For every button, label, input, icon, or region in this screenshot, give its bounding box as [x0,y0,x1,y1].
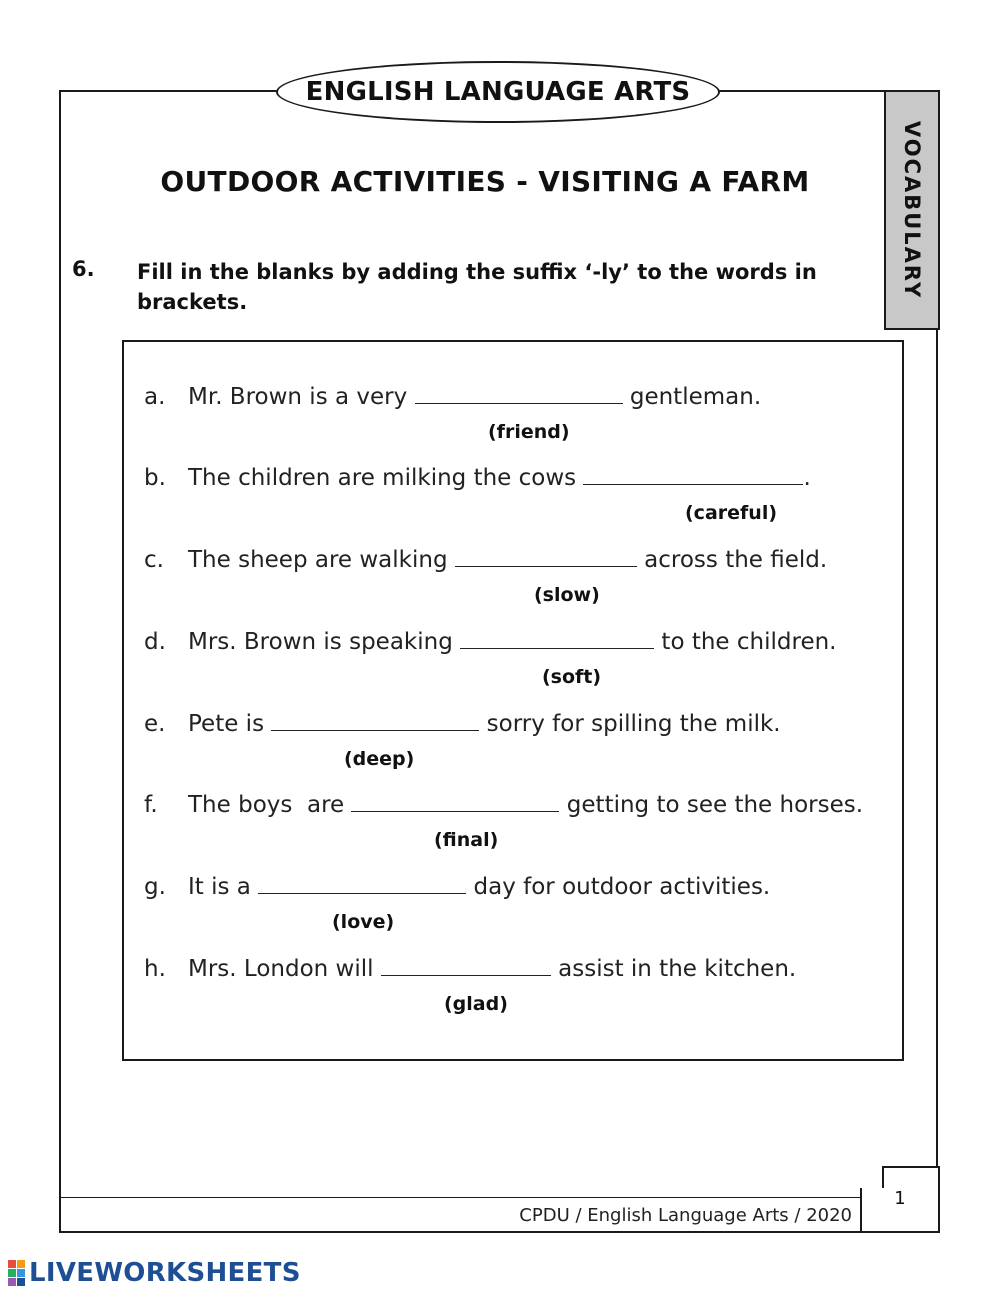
answer-blank-a[interactable] [415,402,623,404]
item-text-before: The sheep are walking [188,547,455,573]
item-letter: e. [144,711,166,737]
answer-blank-d[interactable] [460,647,654,649]
question-number: 6. [72,257,95,281]
item-text-before: Mr. Brown is a very [188,384,415,410]
item-sentence [188,711,781,737]
exercise-item-a [124,354,904,443]
item-hint: (careful) [685,502,778,524]
item-text-before: The boys are [188,792,352,818]
item-text-before: Mrs. Brown is speaking [188,629,461,655]
item-hint: (love) [332,911,395,933]
answer-blank-f[interactable] [351,810,559,812]
item-hint: (glad) [444,993,508,1015]
item-sentence [188,792,863,818]
item-letter: g. [144,874,166,900]
logo-text: LIVEWORKSHEETS [29,1258,301,1288]
exercise-item-b [124,435,904,524]
item-sentence [188,384,761,410]
answer-blank-b[interactable] [583,483,803,485]
item-text-before: The children are milking the cows [188,465,584,491]
item-letter: b. [144,465,166,491]
page-number: 1 [894,1188,906,1209]
logo-mark-icon [8,1260,25,1286]
exercise-item-g [124,844,904,933]
exercise-item-h [124,926,904,1015]
item-hint: (slow) [534,584,600,606]
item-sentence [188,547,827,573]
item-letter: c. [144,547,164,573]
item-sentence [188,629,837,655]
question-instruction: Fill in the blanks by adding the suffix ‘-ly’ to the words in brackets. [137,260,817,314]
item-hint: (friend) [488,421,570,443]
item-text-after: gentleman. [622,384,762,410]
item-letter: d. [144,629,166,655]
item-text-after: getting to see the horses. [559,792,864,818]
item-text-after: assist in the kitchen. [550,956,797,982]
liveworksheets-logo[interactable] [8,1258,301,1288]
item-text-after: across the field. [636,547,828,573]
page-title: OUTDOOR ACTIVITIES - VISITING A FARM [160,165,810,198]
exercise-box [122,340,904,1061]
item-letter: h. [144,956,166,982]
item-sentence [188,956,796,982]
exercise-item-e [124,681,904,770]
subject-label: ENGLISH LANGUAGE ARTS [305,77,691,107]
item-hint: (final) [434,829,499,851]
answer-blank-g[interactable] [258,892,466,894]
exercise-item-c [124,517,904,606]
side-tab-label: VOCABULARY [900,120,924,300]
exercise-item-d [124,599,904,688]
footer-credit: CPDU / English Language Arts / 2020 [519,1205,852,1226]
footer-divider [59,1197,862,1198]
item-text-after: to the children. [654,629,837,655]
item-text-after: . [803,465,811,491]
item-text-after: sorry for spilling the milk. [479,711,781,737]
item-text-before: Mrs. London will [188,956,381,982]
answer-blank-h[interactable] [381,974,551,976]
item-sentence [188,465,811,491]
answer-blank-c[interactable] [455,565,637,567]
answer-blank-e[interactable] [271,729,479,731]
item-hint: (soft) [542,666,602,688]
page-number-box [860,1166,940,1233]
item-text-before: It is a [188,874,259,900]
item-text-before: Pete is [188,711,272,737]
item-letter: f. [144,792,158,818]
side-tab [884,90,940,330]
item-letter: a. [144,384,166,410]
subject-banner [276,61,720,123]
item-hint: (deep) [344,748,415,770]
exercise-item-f [124,762,904,851]
item-text-after: day for outdoor activities. [466,874,771,900]
item-sentence [188,874,770,900]
